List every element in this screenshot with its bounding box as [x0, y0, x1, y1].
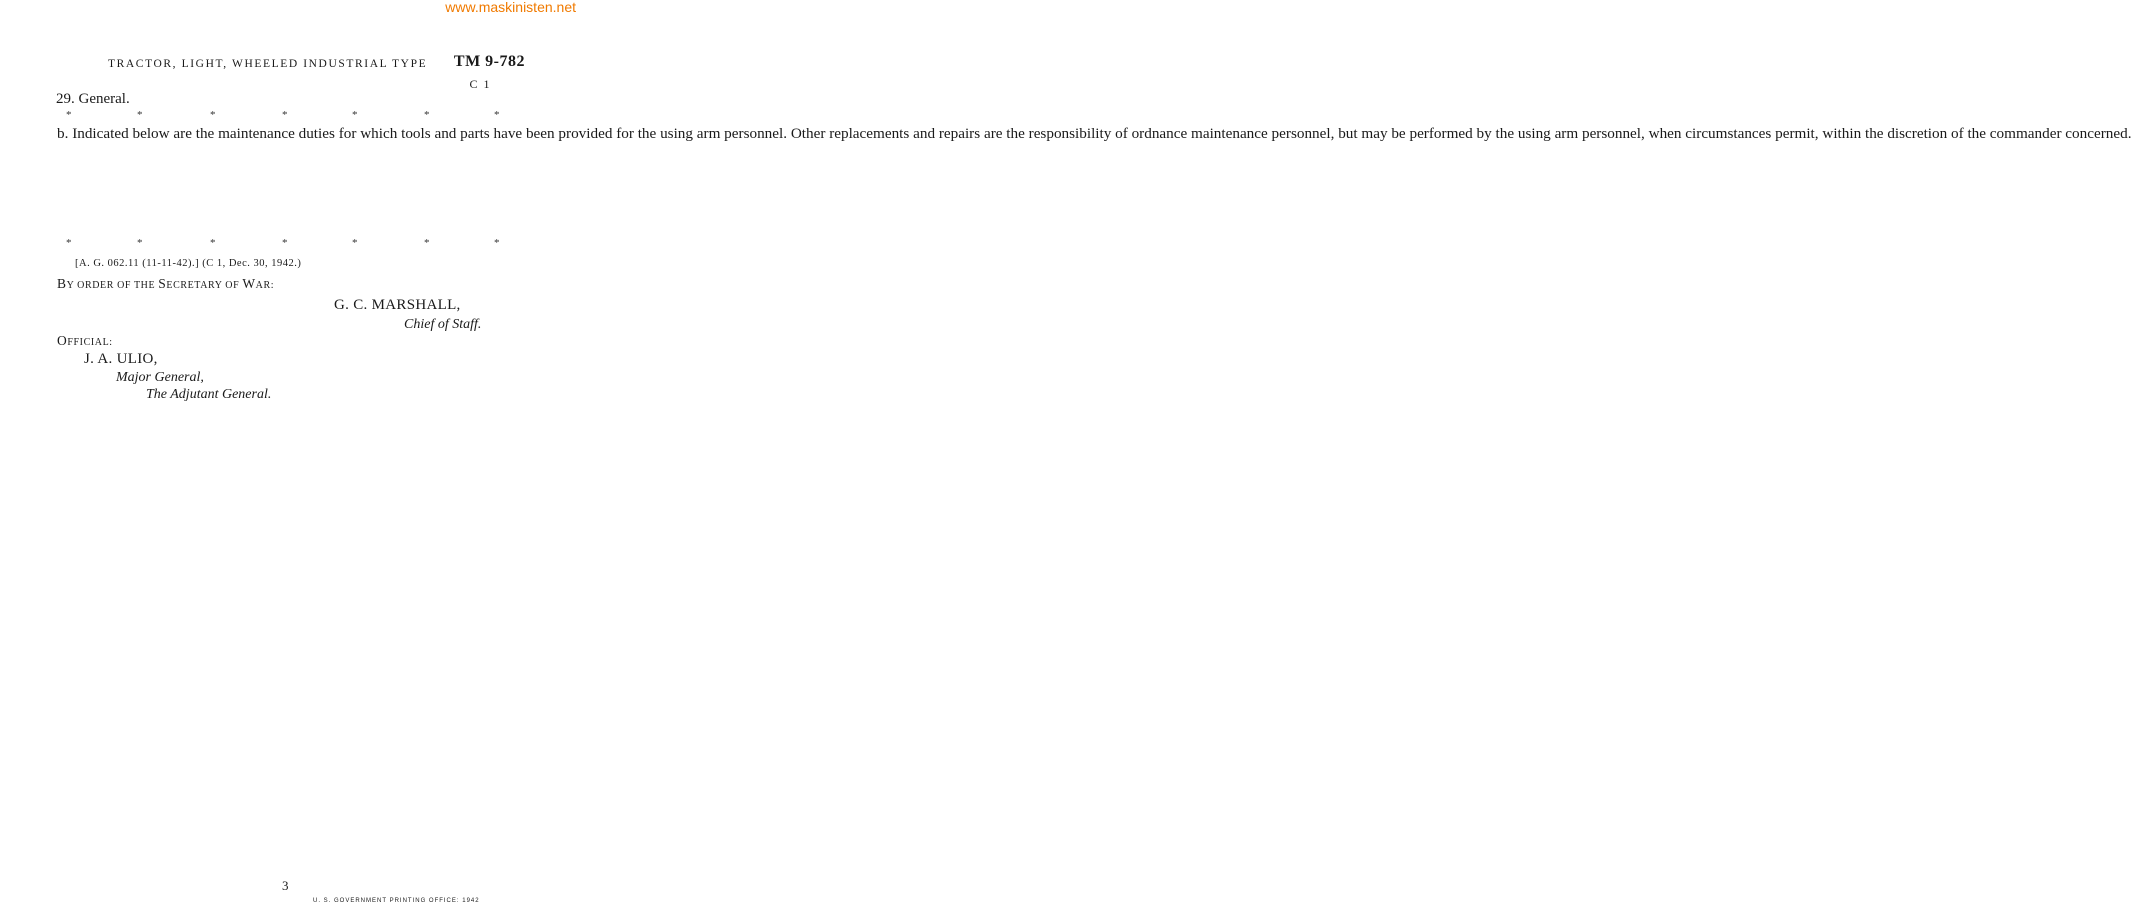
small-caps-rest: ORDER OF THE [77, 280, 159, 291]
small-caps-initial: O [57, 333, 68, 348]
official-label [57, 333, 113, 349]
small-caps-rest: FFICIAL: [67, 337, 113, 348]
manual-number: TM 9-782 [453, 53, 525, 70]
ellipsis-star: * [494, 109, 500, 121]
small-caps-initial: W [242, 276, 256, 291]
page-number: 3 [282, 878, 289, 893]
ellipsis-star: * [282, 237, 288, 249]
printer-line: U. S. GOVERNMENT PRINTING OFFICE: 1942 [313, 898, 480, 904]
ellipsis-star: * [352, 237, 358, 249]
adjutant-title: The Adjutant General. [146, 387, 272, 402]
ellipsis-star: * [210, 237, 216, 249]
ellipsis-star: * [66, 237, 72, 249]
small-caps-initial: S [158, 276, 167, 291]
small-caps-initial: B [57, 276, 67, 291]
ellipsis-star: * [66, 109, 72, 121]
by-order-line [57, 276, 274, 292]
chief-of-staff-name: G. C. MARSHALL, [334, 297, 461, 313]
watermark-text: www.maskinisten.net [445, 0, 576, 15]
ellipsis-star: * [137, 109, 143, 121]
ellipsis-star: * [424, 109, 430, 121]
paragraph-b-text: b. Indicated below are the maintenance duties for which tools and parts have been provided for the using arm personnel. Other replacements and repairs are the responsibility of ordnance maintenance personnel, but may be performed by the using arm personnel, when circumstances permit, within the discretion of the commander concerned. [57, 125, 2132, 142]
small-caps-rest: AR: [255, 280, 275, 291]
small-caps-rest: ECRETARY OF [166, 280, 243, 291]
ellipsis-star: * [424, 237, 430, 249]
adjutant-name: J. A. ULIO, [84, 351, 158, 367]
citation: [A. G. 062.11 (11-11-42).] (C 1, Dec. 30, 1942.) [75, 258, 302, 269]
ellipsis-star: * [282, 109, 288, 121]
ellipsis-star: * [210, 109, 216, 121]
chief-of-staff-title: Chief of Staff. [404, 317, 482, 332]
paragraph-b [40, 124, 2132, 143]
ellipsis-star: * [494, 237, 500, 249]
ellipsis-star: * [352, 109, 358, 121]
ellipsis-star: * [137, 237, 143, 249]
section-heading: 29. General. [56, 91, 130, 107]
running-title: TRACTOR, LIGHT, WHEELED INDUSTRIAL TYPE [108, 58, 428, 70]
small-caps-rest: Y [66, 280, 78, 291]
adjutant-rank: Major General, [116, 370, 204, 385]
change-number: C 1 [469, 77, 491, 91]
